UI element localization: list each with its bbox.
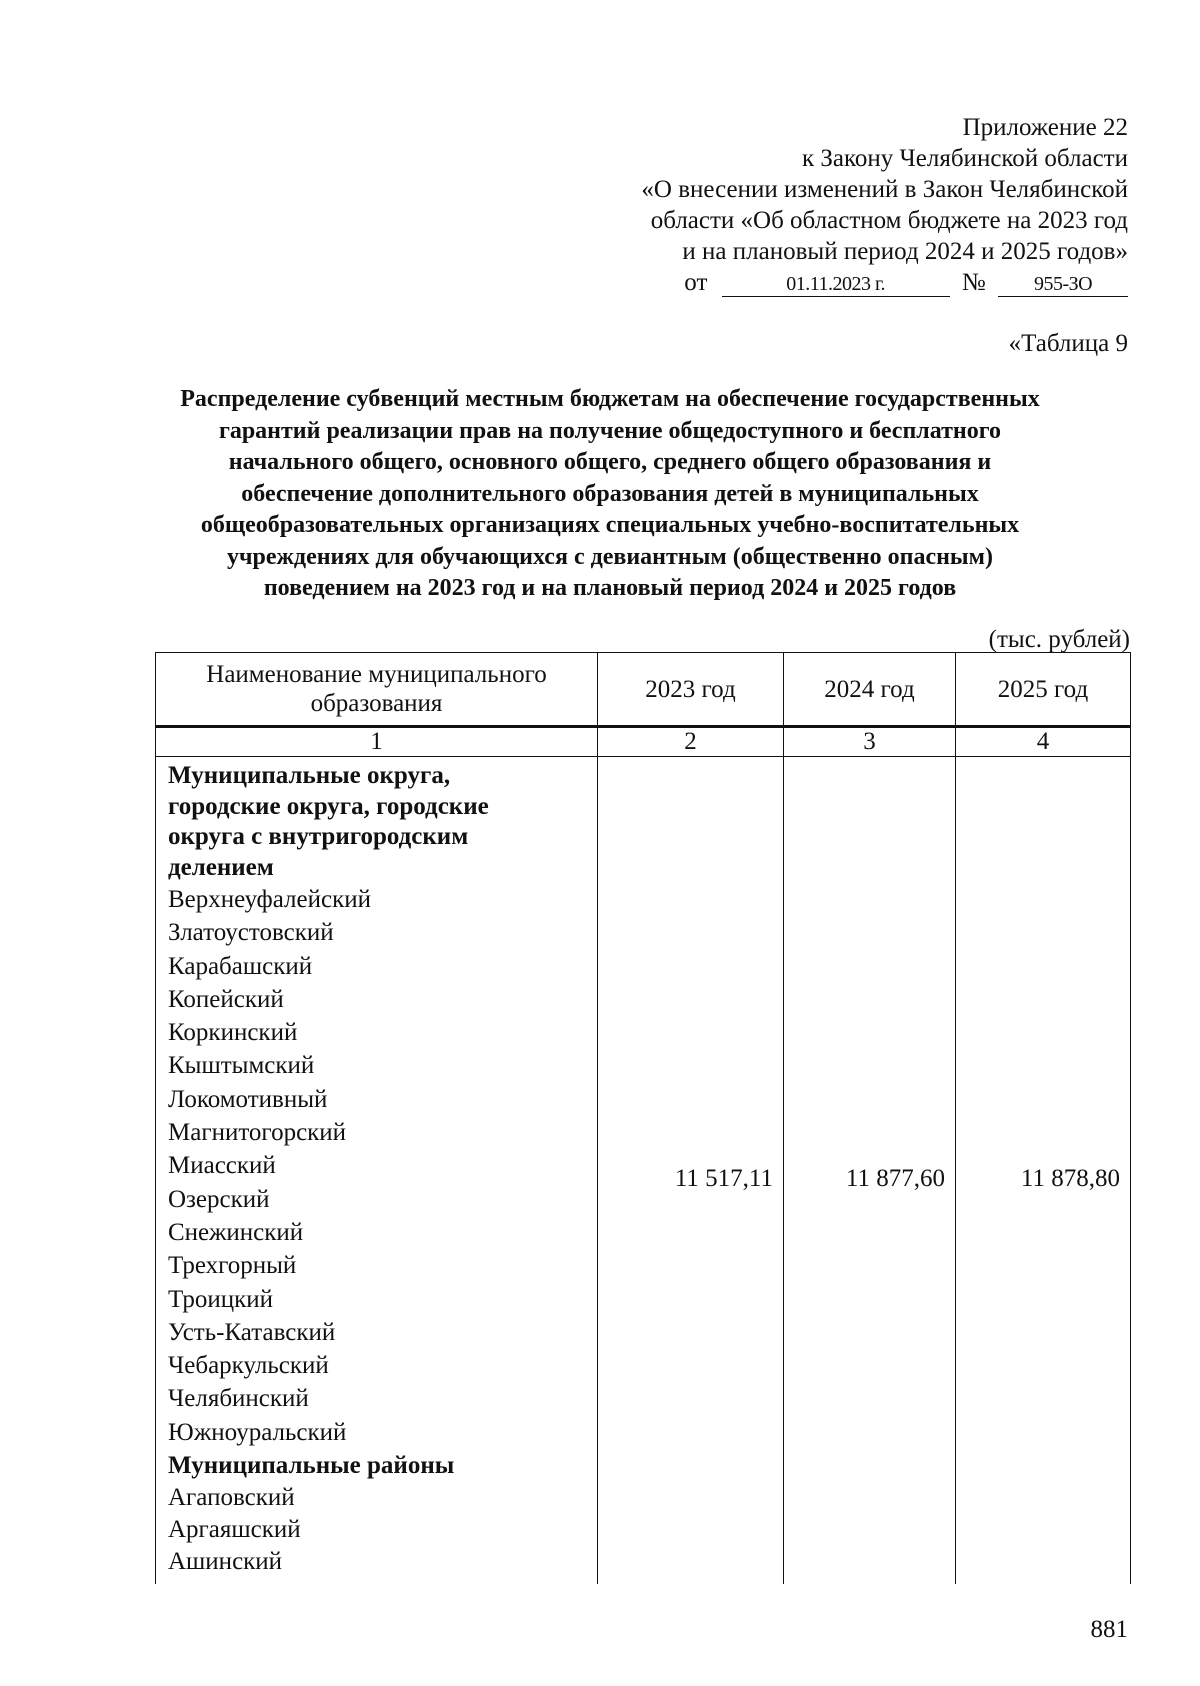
number-label: № (961, 269, 986, 296)
appendix-line: Приложение 22 (962, 114, 1128, 141)
column-number: 2 (598, 727, 784, 757)
header-municipality: Наименование муниципального образования (156, 653, 598, 727)
document-title (150, 384, 1070, 605)
municipality-name: Коркинский (168, 1019, 298, 1047)
subvention-table (155, 652, 1131, 1584)
title-line: общеобразовательных организациях специальных учебно-воспитательных (200, 512, 1020, 538)
group-title: делением (168, 853, 274, 881)
municipality-name: Ашинский (168, 1548, 283, 1576)
municipality-list (156, 757, 598, 1585)
value-2025: 11 878,80 (1020, 1164, 1120, 1192)
appendix-line: к Закону Челябинской области (802, 145, 1128, 172)
group-title: округа с внутригородским (168, 823, 469, 850)
value-2025-cell (956, 757, 1131, 1585)
title-line: начального общего, основного общего, среднего общего образования и (228, 449, 992, 475)
appendix-line: и на плановый период 2024 и 2025 годов» (682, 238, 1128, 265)
municipality-name: Чебаркульский (168, 1352, 329, 1380)
municipality-name: Локомотивный (168, 1085, 328, 1113)
municipality-name: Карабашский (168, 952, 313, 980)
value-2024: 11 877,60 (845, 1164, 945, 1192)
column-number: 1 (156, 727, 598, 757)
group-title: Муниципальные районы (168, 1452, 455, 1480)
municipality-name: Кыштымский (168, 1052, 315, 1080)
municipality-name: Усть-Катавский (168, 1318, 336, 1346)
municipality-name: Златоустовский (168, 919, 334, 947)
municipality-name: Агаповский (168, 1484, 295, 1512)
appendix-line: области «Об областном бюджете на 2023 год (650, 207, 1128, 234)
title-line: обеспечение дополнительного образования детей в муниципальных (241, 480, 979, 507)
table-row (156, 757, 1131, 1585)
municipality-name: Трехгорный (168, 1252, 297, 1280)
column-number: 4 (956, 727, 1131, 757)
municipality-name: Миасский (168, 1152, 276, 1180)
title-line: Распределение субвенций местным бюджетам на обеспечение государственных (180, 386, 1040, 412)
law-date: 01.11.2023 г. (722, 272, 950, 297)
law-reference-line (641, 267, 1128, 298)
municipality-name: Верхнеуфалейский (168, 886, 371, 913)
group-title: городские округа, городские (168, 792, 489, 820)
title-line: учреждениях для обучающихся с девиантным (общественно опасным) (226, 543, 994, 570)
municipality-name: Челябинский (168, 1385, 309, 1413)
group-title: Муниципальные округа, (168, 762, 451, 789)
column-number: 3 (784, 727, 956, 757)
header-2025: 2025 год (956, 653, 1131, 727)
municipality-name: Аргаяшский (168, 1516, 301, 1544)
column-number-row (156, 727, 1131, 757)
municipality-name: Озерский (168, 1185, 270, 1213)
appendix-header (641, 112, 1128, 298)
table-header-row (156, 653, 1131, 727)
page-number: 881 (1090, 1616, 1128, 1643)
municipality-name: Южноуральский (168, 1418, 347, 1446)
law-number: 955-ЗО (998, 272, 1128, 297)
title-line: поведением на 2023 год и на плановый период 2024 и 2025 годов (263, 575, 957, 601)
value-2023-cell (598, 757, 784, 1585)
header-2024: 2024 год (784, 653, 956, 727)
from-label: от (684, 269, 708, 296)
municipality-name: Троицкий (168, 1285, 273, 1313)
value-2024-cell (784, 757, 956, 1585)
municipality-name: Копейский (168, 985, 284, 1013)
municipality-name: Магнитогорский (168, 1119, 347, 1147)
table-label: «Таблица 9 (1008, 330, 1128, 357)
appendix-line: «О внесении изменений в Закон Челябинской (641, 176, 1128, 203)
title-line: гарантий реализации прав на получение общедоступного и бесплатного (218, 417, 1002, 444)
header-2023: 2023 год (598, 653, 784, 727)
municipality-name: Снежинский (168, 1218, 304, 1246)
units-label: (тыс. рублей) (988, 626, 1130, 653)
value-2023: 11 517,11 (674, 1164, 773, 1192)
